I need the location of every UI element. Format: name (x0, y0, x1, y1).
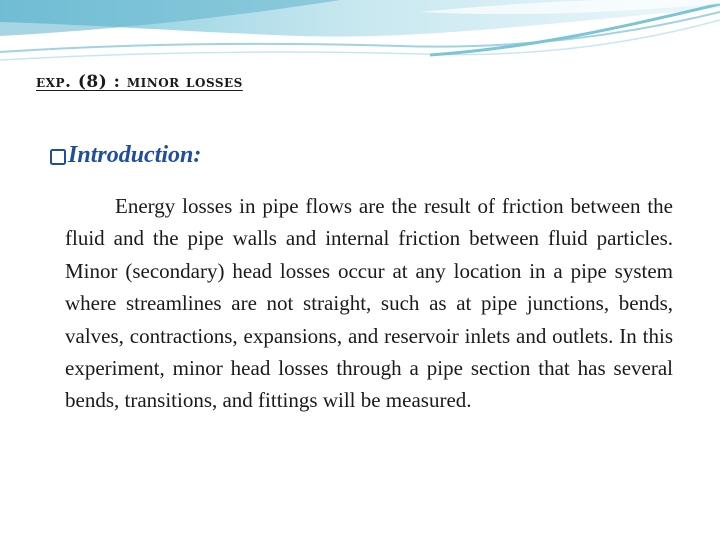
checkbox-bullet-icon (50, 149, 66, 165)
section-heading-text: Introduction: (68, 142, 202, 168)
section-heading (50, 142, 201, 169)
body-paragraph: Energy losses in pipe flows are the result of friction between the fluid and the pipe walls and internal friction between fluid particles. Minor (secondary) head losses occur at any location in a pipe system where streamlines are not straight, such as at pipe junctions, bends, valves, contractions, expansions, and reservoir inlets and outlets. In this experiment, minor head losses through a pipe section that has several bends, transitions, and fittings will be measured. (65, 194, 673, 413)
slide-title: exp. (8) : minor losses (36, 72, 243, 92)
